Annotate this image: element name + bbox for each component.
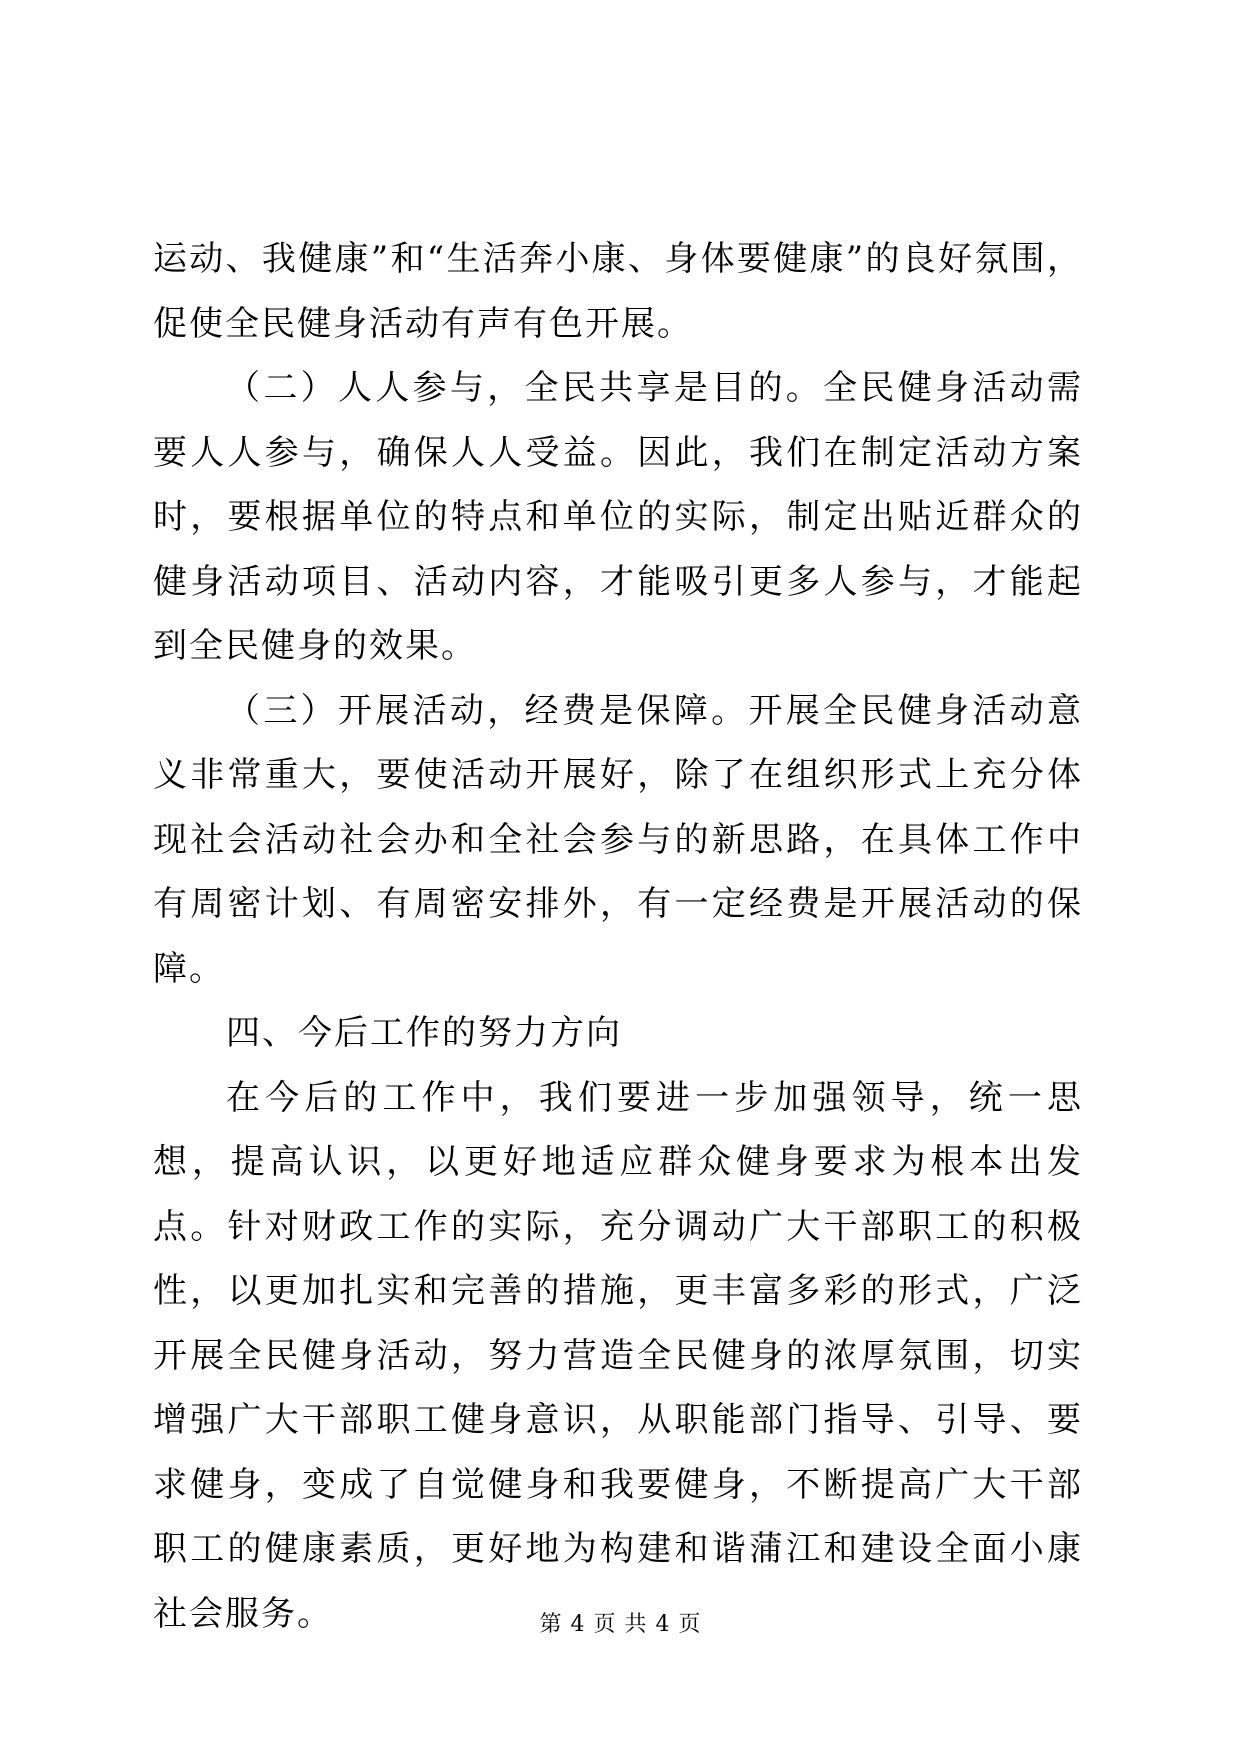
section-heading-four: 四、今后工作的努力方向 — [226, 1013, 622, 1053]
document-body — [153, 227, 1083, 1646]
paragraph-section-three: （三）开展活动，经费是保障。开展全民健身活动意义非常重大，要使活动开展好，除了在组织形式上充分体现社会活动社会办和全社会参与的新思路，在具体工作中有周密计划、有周密安排外，有一定经费是开展活动的保障。 — [153, 690, 1083, 989]
paragraph-future-work: 在今后的工作中，我们要进一步加强领导，统一思想，提高认识，以更好地适应群众健身要求为根本出发点。针对财政工作的实际，充分调动广大干部职工的积极性，以更加扎实和完善的措施，更丰富多彩的形式，广泛开展全民健身活动，努力营造全民健身的浓厚氛围，切实增强广大干部职工健身意识，从职能部门指导、引导、要求健身，变成了自觉健身和我要健身，不断提高广大干部职工的健康素质，更好地为构建和谐蒲江和建设全面小康社会服务。 — [153, 1077, 1083, 1634]
paragraph-continuation: 运动、我健康”和“生活奔小康、身体要健康”的良好氛围，促使全民健身活动有声有色开展。 — [153, 239, 1083, 344]
page-number-footer: 第 4 页 共 4 页 — [539, 1612, 702, 1637]
paragraph-section-two: （二）人人参与，全民共享是目的。全民健身活动需要人人参与，确保人人受益。因此，我们在制定活动方案时，要根据单位的特点和单位的实际，制定出贴近群众的健身活动项目、活动内容，才能吸引更多人参与，才能起到全民健身的效果。 — [153, 368, 1083, 666]
